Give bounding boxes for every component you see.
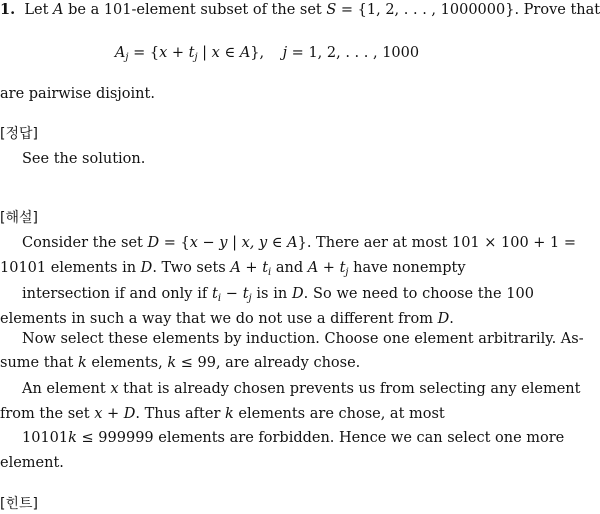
- solution-line-1: Consider the set D = {x − y | x, y ∈ A}. There aer at most 101 × 100 + 1 =: [22, 235, 577, 251]
- solution-line-9: 10101k ≤ 999999 elements are forbidden. Hence we can select one more: [22, 430, 565, 446]
- solution-line-10: element.: [0, 455, 64, 471]
- answer-text: See the solution.: [22, 151, 146, 167]
- solution-line-6: sume that k elements, k ≤ 99, are already chose.: [0, 355, 361, 371]
- solution-label: [해설]: [0, 210, 38, 226]
- solution-line-3: intersection if and only if $t_i - t_j$ is in D. So we need to choose the 100: [22, 286, 534, 304]
- hint-label: [힌트]: [0, 496, 38, 512]
- solution-line-2: 10101 elements in D. Two sets $A + t_i$ and $A + t_j$ have nonempty: [0, 260, 466, 278]
- solution-line-5: Now select these elements by induction. Choose one element arbitrarily. As-: [22, 331, 584, 347]
- answer-label: [정답]: [0, 126, 38, 142]
- problem-statement-line-2: are pairwise disjoint.: [0, 86, 155, 102]
- solution-line-7: An element x that is already chosen prevents us from selecting any element: [22, 381, 581, 397]
- problem-number: 1.: [0, 1, 16, 18]
- solution-line-8: from the set x + D. Thus after k elements are chose, at most: [0, 406, 445, 422]
- solution-line-4: elements in such a way that we do not use a different from D.: [0, 311, 454, 327]
- problem-equation: $A_j = \{x + t_j$ | x ∈ A}, j = 1, 2, . . . , 1000: [114, 45, 420, 63]
- problem-statement-line-1: [0, 0, 600, 20]
- problem-statement-text: Let A be a 101-element subset of the set S = {1, 2, . . . , 1000000}. Prove that: [24, 2, 600, 18]
